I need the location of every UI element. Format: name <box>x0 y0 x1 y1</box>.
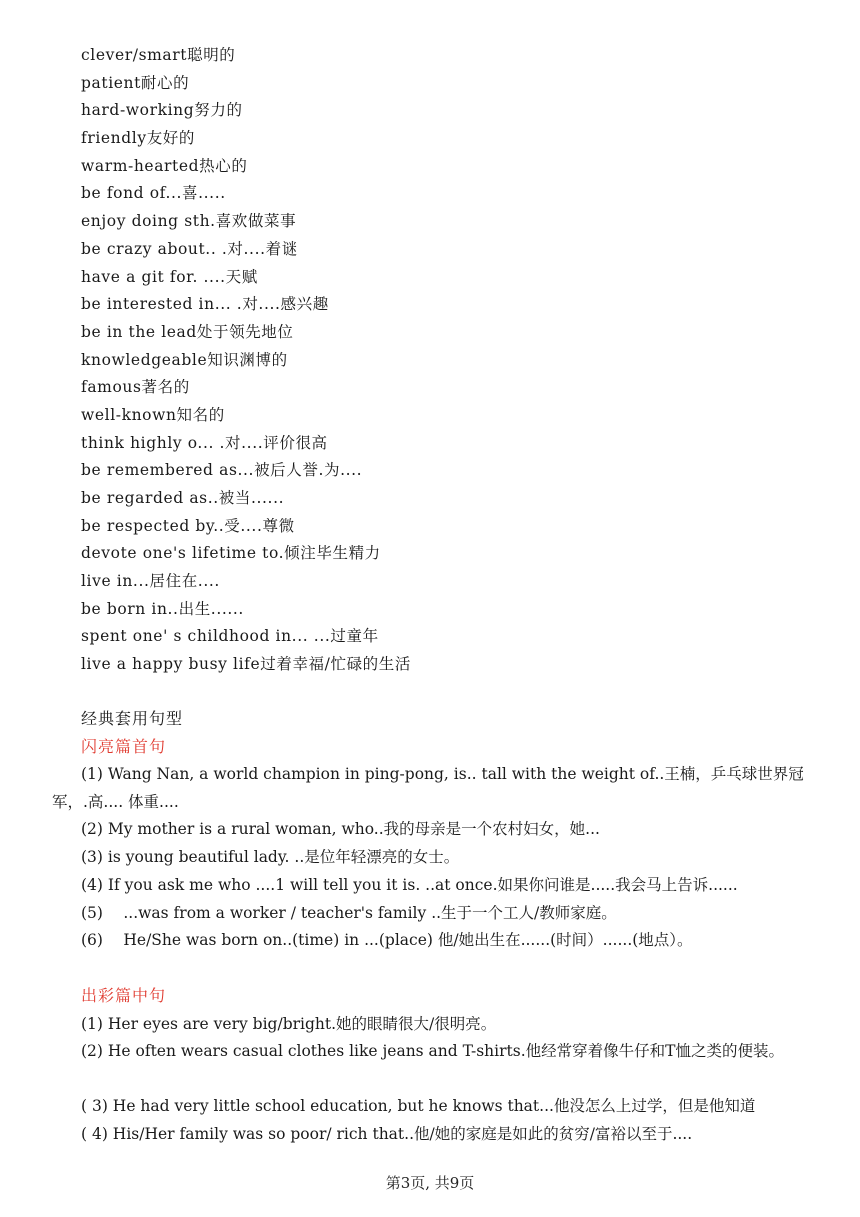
vocab-item: be remembered as...被后人誉.为.... <box>81 461 363 480</box>
vocab-item: live a happy busy life过着幸福/忙碌的生活 <box>81 655 411 674</box>
middle-sentence: ( 4) His/Her family was so poor/ rich that..他/她的家庭是如此的贫穷/富裕以至于.... <box>81 1125 693 1143</box>
vocab-item: have a git for. ....天赋 <box>81 267 258 286</box>
vocab-item: well-known知名的 <box>81 405 225 424</box>
vocab-item: patient耐心的 <box>81 73 190 92</box>
vocab-item: knowledgeable知识渊博的 <box>81 350 288 369</box>
section-title: 经典套用句型 <box>81 709 184 728</box>
vocab-item: live in...居住在.... <box>81 572 220 591</box>
opening-sentence: (4) If you ask me who ....1 will tell you it is. ..at once.如果你问谁是.....我会马上告诉...... <box>81 876 738 894</box>
middle-sentences-heading: 出彩篇中句 <box>81 986 167 1005</box>
vocab-item: friendly友好的 <box>81 129 195 148</box>
vocab-item: be fond of...喜..... <box>81 184 226 203</box>
page-number: 第3页, 共9页 <box>385 1174 475 1192</box>
opening-sentence: (1) Wang Nan, a world champion in ping-pong, is.. tall with the weight of..王楠，乒乓球世界冠军，.高.... 体重.... <box>52 765 804 811</box>
middle-sentence: (1) Her eyes are very big/bright.她的眼睛很大/很明亮。 <box>81 1015 497 1033</box>
vocab-item: be born in..出生...... <box>81 599 244 618</box>
vocab-item: spent one' s childhood in... ...过童年 <box>81 627 379 646</box>
opening-sentence: (2) My mother is a rural woman, who..我的母亲是一个农村妇女，她... <box>81 820 600 838</box>
vocab-item: warm-hearted热心的 <box>81 156 248 175</box>
middle-sentence: (2) He often wears casual clothes like jeans and T-shirts.他经常穿着像牛仔和T恤之类的便装。 <box>81 1042 784 1060</box>
vocab-item: enjoy doing sth.喜欢做菜事 <box>81 212 297 231</box>
vocab-item: be respected by..受....尊微 <box>81 516 295 535</box>
opening-sentence: (3) is young beautiful lady. ..是位年轻漂亮的女士。 <box>81 848 460 866</box>
vocab-item: hard-working努力的 <box>81 101 243 120</box>
vocab-item: be in the lead处于领先地位 <box>81 322 294 341</box>
opening-sentence: (6) He/She was born on..(time) in ...(place) 他/她出生在......(时间）......(地点）。 <box>81 931 693 949</box>
opening-sentence: (5) ...was from a worker / teacher's family ..生于一个工人/教师家庭。 <box>81 904 617 922</box>
vocab-item: be interested in... .对....感兴趣 <box>81 295 329 314</box>
middle-sentence: ( 3) He had very little school education, but he knows that...他没怎么上过学，但是他知道 <box>81 1097 756 1115</box>
vocab-item: clever/smart聪明的 <box>81 46 236 64</box>
vocab-item: be regarded as..被当...... <box>81 489 285 507</box>
vocab-item: think highly o... .对....评价很高 <box>81 433 328 452</box>
vocab-item: famous著名的 <box>81 378 190 397</box>
vocab-item: devote one's lifetime to.倾注毕生精力 <box>81 544 381 563</box>
vocab-item: be crazy about.. .对....着谜 <box>81 239 298 258</box>
vocabulary-list <box>81 42 411 679</box>
opening-sentences-heading: 闪亮篇首句 <box>81 737 167 756</box>
